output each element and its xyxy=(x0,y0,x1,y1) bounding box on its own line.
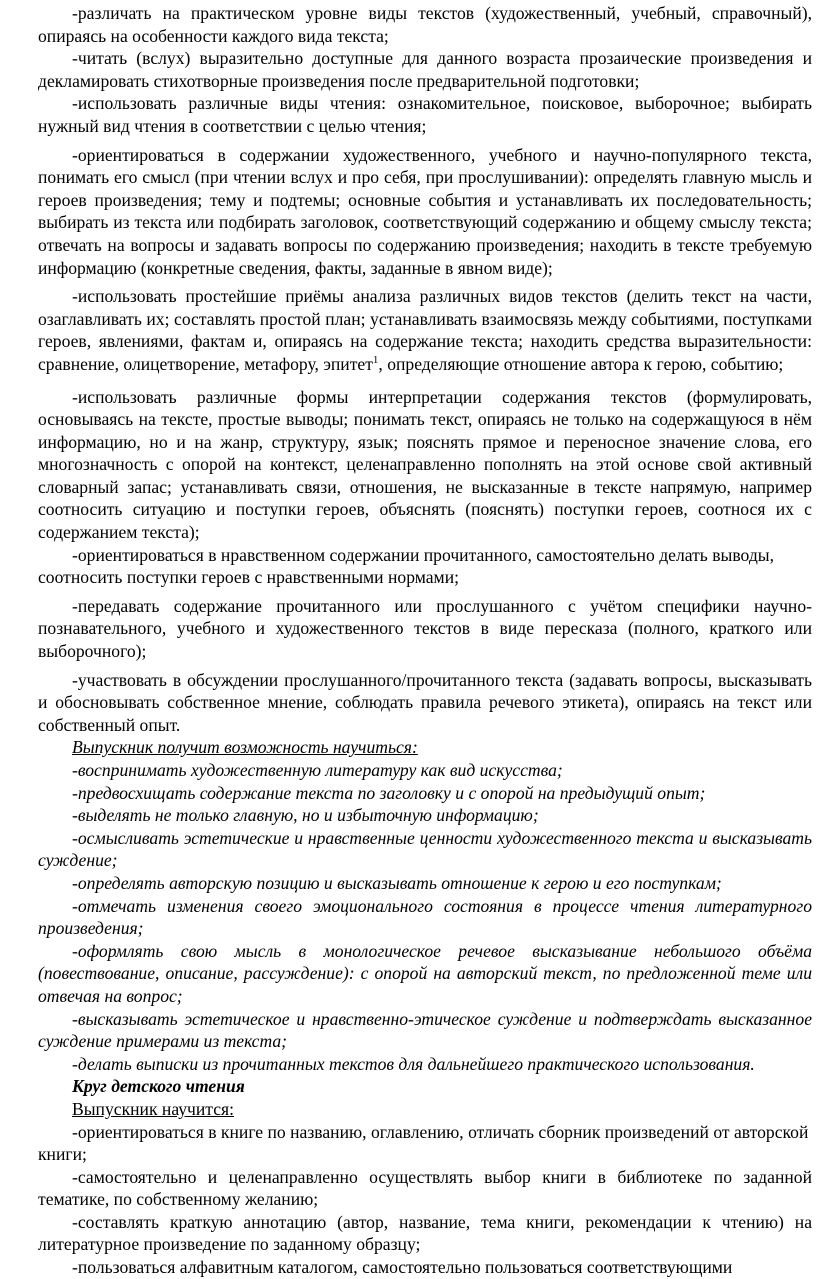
learn-heading xyxy=(38,1098,812,1121)
paragraph-text-orientation: -ориентироваться в содержании художественного, учебного и научно-популярного текста, понимать его смысл (при чтении вслух и про себя, при прослушивании): определять главную мысль и героев произведения; тему и подтемы; основные события и устанавливать их последовательность; выбирать из текста или подбирать заголовок, соответствующий содержанию и общему смыслу текста; отвечать на вопросы и задавать вопросы по содержанию произведения; находить в тексте требуемую информацию (конкретные сведения, факты, заданные в явном виде); xyxy=(38,144,812,278)
opportunity-item: -отмечать изменения своего эмоционального состояния в процессе чтения литературного произведения; xyxy=(38,895,812,939)
learn-item: -составлять краткую аннотацию (автор, название, тема книги, рекомендации к чтению) на литературное произведение по заданному образцу; xyxy=(38,1211,812,1255)
text-analysis-part-1: -использовать простейшие приёмы анализа различных видов текстов (делить текст на части, озаглавливать их; составлять простой план; устанавливать взаимосвязь между событиями, поступками героев, явлениями, фактам и, опираясь на содержание текста; находить средства выразительности: сравнение, олицетворение, метафору, эпитет xyxy=(38,286,812,374)
learn-heading-text: Выпускник научится: xyxy=(72,1098,234,1119)
opportunity-item: -определять авторскую позицию и высказывать отношение к герою и его поступкам; xyxy=(72,872,722,893)
section-title-text: Круг детского чтения xyxy=(72,1076,245,1097)
learn-item: -ориентироваться в книге по названию, оглавлению, отличать сборник произведений от авторской книги; xyxy=(38,1121,809,1165)
paragraph-retelling: -передавать содержание прочитанного или прослушанного с учётом специфики научно-познавательного, учебного и художественного текстов в виде пересказа (полного, краткого или выборочного); xyxy=(38,595,812,662)
text-analysis-part-2: , определяющие отношение автора к герою, событию; xyxy=(378,353,784,374)
section-title xyxy=(38,1075,812,1098)
paragraph-interpretation: -использовать различные формы интерпретации содержания текстов (формулировать, основываясь на тексте, простые выводы; понимать текст, опираясь не только на содержащуюся в нём информацию, но и на жанр, структуру, язык; пояснять прямое и переносное значение слова, его многозначность с опорой на контекст, целенаправленно пополнять на этой основе свой активный словарный запас; устанавливать связи, отношения, не высказанные в тексте напрямую, например соотносить ситуацию и поступки героев, объяснять (пояснять) поступки героев, соотнося их с содержанием текста); xyxy=(38,386,812,543)
learn-item: -пользоваться алфавитным каталогом, самостоятельно пользоваться соответствующими xyxy=(72,1257,733,1278)
opportunity-item: -предвосхищать содержание текста по заголовку и с опорой на предыдущий опыт; xyxy=(72,782,706,803)
opportunity-item: -высказывать эстетическое и нравственно-этическое суждение и подтверждать высказанное суждение примерами из текста; xyxy=(38,1008,812,1052)
learn-item: -самостоятельно и целенаправленно осуществлять выбор книги в библиотеке по заданной тематике, по собственному желанию; xyxy=(38,1166,812,1210)
paragraph-text-analysis xyxy=(38,285,812,375)
paragraph-reading-kinds: -использовать различные виды чтения: ознакомительное, поисковое, выборочное; выбирать нужный вид чтения в соответствии с целью чтения; xyxy=(38,93,812,136)
paragraph-moral-content: -ориентироваться в нравственном содержании прочитанного, самостоятельно делать выводы, соотносить поступки героев с нравственными нормами; xyxy=(38,544,775,588)
opportunity-item: -осмысливать эстетические и нравственные ценности художественного текста и высказывать суждение; xyxy=(38,827,812,871)
opportunity-item: -выделять не только главную, но и избыточную информацию; xyxy=(72,805,539,826)
paragraph-expressive-reading: -читать (вслух) выразительно доступные для данного возраста прозаические произведения и декламировать стихотворные произведения после предварительной подготовки; xyxy=(38,48,812,91)
paragraph-text-types: -различать на практическом уровне виды текстов (художественный, учебный, справочный), опираясь на особенности каждого вида текста; xyxy=(38,3,812,46)
paragraph-discussion: -участвовать в обсуждении прослушанного/прочитанного текста (задавать вопросы, высказывать и обосновывать собственное мнение, соблюдать правила речевого этикета), опираясь на текст или собственный опыт. xyxy=(38,669,812,735)
opportunity-item: -оформлять свою мысль в монологическое речевое высказывание небольшого объёма (повествование, описание, рассуждение): с опорой на авторский текст, по предложенной теме или отвечая на вопрос; xyxy=(38,940,812,1006)
opportunity-heading xyxy=(38,736,812,759)
footnote-marker: 1 xyxy=(372,354,379,367)
opportunity-heading-text: Выпускник получит возможность научиться: xyxy=(72,737,418,758)
opportunity-item: -делать выписки из прочитанных текстов для дальнейшего практического использования. xyxy=(72,1053,755,1074)
opportunity-item: -воспринимать художественную литературу как вид искусства; xyxy=(72,760,563,780)
